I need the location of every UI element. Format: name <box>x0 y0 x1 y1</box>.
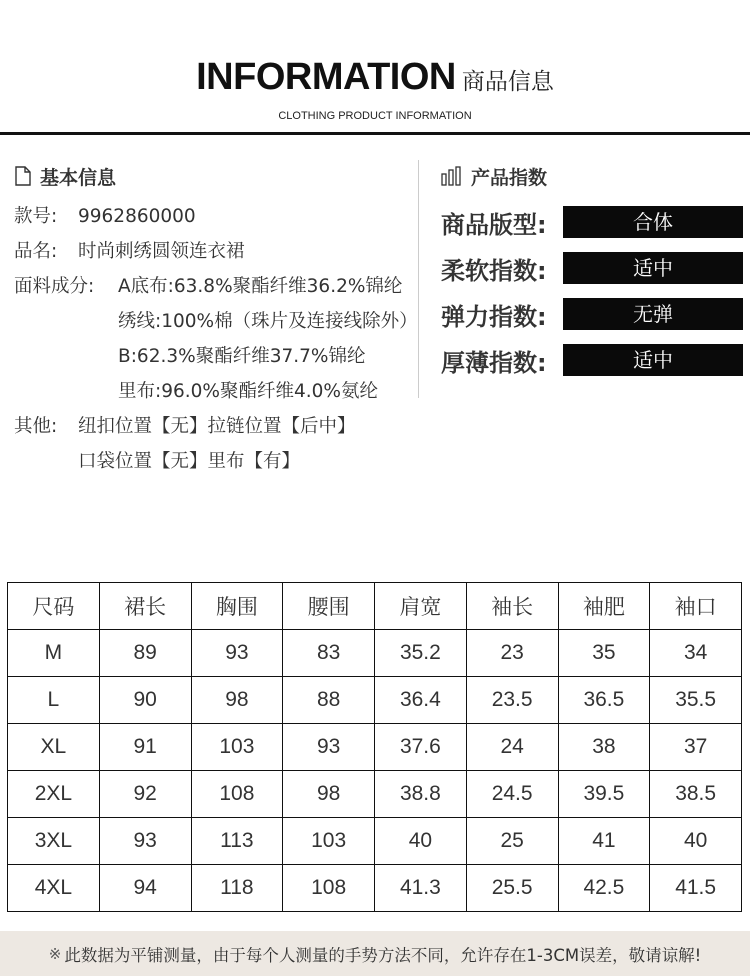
fabric-line: A底布:63.8%聚酯纤维36.2%锦纶 <box>118 276 403 297</box>
table-cell: 41.5 <box>650 865 742 912</box>
column-header: 尺码 <box>8 583 100 630</box>
basic-info-heading <box>14 160 414 192</box>
other-values <box>78 409 414 479</box>
product-name-row <box>14 234 414 269</box>
table-cell: 90 <box>99 677 191 724</box>
index-label: 柔软指数: <box>441 256 547 285</box>
table-cell: 23 <box>466 630 558 677</box>
index-row-softness <box>441 252 743 284</box>
table-cell: 34 <box>650 630 742 677</box>
table-cell: 2XL <box>8 771 100 818</box>
title-english: INFORMATION <box>196 56 456 98</box>
table-cell: 40 <box>650 818 742 865</box>
index-label: 厚薄指数: <box>441 348 547 377</box>
column-header: 胸围 <box>191 583 283 630</box>
table-cell: 36.5 <box>558 677 650 724</box>
table-cell: 91 <box>99 724 191 771</box>
table-cell: 103 <box>283 818 375 865</box>
table-row <box>8 771 742 818</box>
table-row <box>8 818 742 865</box>
index-row-fit <box>441 206 743 238</box>
asterisk-icon: ※ <box>48 944 62 963</box>
table-cell: 40 <box>375 818 467 865</box>
other-label: 其他: <box>14 416 58 437</box>
page-header <box>0 0 750 136</box>
column-header: 腰围 <box>283 583 375 630</box>
product-index-title: 产品指数 <box>471 166 548 189</box>
fabric-label: 面料成分: <box>14 276 95 297</box>
table-cell: 38.5 <box>650 771 742 818</box>
fabric-values <box>118 269 418 409</box>
fabric-line: 绣线:100%棉（珠片及连接线除外） <box>118 311 418 332</box>
column-header: 裙长 <box>99 583 191 630</box>
table-cell: 39.5 <box>558 771 650 818</box>
table-cell: 25 <box>466 818 558 865</box>
table-cell: 35 <box>558 630 650 677</box>
table-cell: 25.5 <box>466 865 558 912</box>
header-divider <box>0 132 750 135</box>
index-value: 适中 <box>563 252 743 284</box>
table-cell: 3XL <box>8 818 100 865</box>
product-index-heading <box>441 160 743 192</box>
column-header: 肩宽 <box>375 583 467 630</box>
table-cell: 108 <box>283 865 375 912</box>
table-row <box>8 677 742 724</box>
document-icon <box>14 166 32 186</box>
table-cell: M <box>8 630 100 677</box>
table-cell: 89 <box>99 630 191 677</box>
product-name-label: 品名: <box>14 241 58 262</box>
index-row-thickness <box>441 344 743 376</box>
index-value: 适中 <box>563 344 743 376</box>
table-cell: 94 <box>99 865 191 912</box>
other-line: 纽扣位置【无】拉链位置【后中】 <box>78 416 356 437</box>
other-line: 口袋位置【无】里布【有】 <box>78 451 301 472</box>
table-cell: 41.3 <box>375 865 467 912</box>
index-label: 商品版型: <box>441 210 547 239</box>
table-cell: L <box>8 677 100 724</box>
table-cell: 93 <box>99 818 191 865</box>
table-cell: 98 <box>283 771 375 818</box>
table-cell: 113 <box>191 818 283 865</box>
table-cell: 93 <box>191 630 283 677</box>
column-header: 袖口 <box>650 583 742 630</box>
size-chart-table <box>7 582 742 912</box>
product-code-value: 9962860000 <box>78 206 196 227</box>
bar-chart-icon <box>441 166 463 186</box>
table-cell: 92 <box>99 771 191 818</box>
fabric-line: 里布:96.0%聚酯纤维4.0%氨纶 <box>118 381 379 402</box>
column-header: 袖肥 <box>558 583 650 630</box>
table-cell: 37 <box>650 724 742 771</box>
table-cell: 118 <box>191 865 283 912</box>
table-cell: XL <box>8 724 100 771</box>
table-cell: 37.6 <box>375 724 467 771</box>
table-cell: 38 <box>558 724 650 771</box>
measurement-note-text: 此数据为平铺测量，由于每个人测量的手势方法不同，允许存在1-3CM误差，敬请谅解! <box>64 945 702 965</box>
table-cell: 23.5 <box>466 677 558 724</box>
table-header-row <box>8 583 742 630</box>
table-cell: 88 <box>283 677 375 724</box>
section-divider <box>418 160 419 398</box>
table-row <box>8 865 742 912</box>
product-name-value: 时尚刺绣圆领连衣裙 <box>78 241 245 262</box>
table-cell: 98 <box>191 677 283 724</box>
table-cell: 36.4 <box>375 677 467 724</box>
basic-info-title: 基本信息 <box>40 166 117 189</box>
index-label: 弹力指数: <box>441 302 547 331</box>
table-cell: 24.5 <box>466 771 558 818</box>
table-cell: 35.5 <box>650 677 742 724</box>
table-row <box>8 630 742 677</box>
index-value: 无弹 <box>563 298 743 330</box>
table-cell: 4XL <box>8 865 100 912</box>
table-cell: 41 <box>558 818 650 865</box>
table-cell: 93 <box>283 724 375 771</box>
measurement-note-bar <box>0 931 750 976</box>
table-cell: 42.5 <box>558 865 650 912</box>
table-cell: 83 <box>283 630 375 677</box>
product-index-section <box>441 160 743 376</box>
title-row <box>0 56 750 99</box>
title-chinese: 商品信息 <box>461 69 554 95</box>
index-value: 合体 <box>563 206 743 238</box>
subtitle: CLOTHING PRODUCT INFORMATION <box>278 110 472 122</box>
table-cell: 35.2 <box>375 630 467 677</box>
table-cell: 103 <box>191 724 283 771</box>
basic-info-section <box>14 160 418 479</box>
table-cell: 38.8 <box>375 771 467 818</box>
index-row-elasticity <box>441 298 743 330</box>
table-cell: 108 <box>191 771 283 818</box>
fabric-row <box>14 269 418 409</box>
fabric-line: B:62.3%聚酯纤维37.7%锦纶 <box>118 346 366 367</box>
column-header: 袖长 <box>466 583 558 630</box>
other-row <box>14 409 414 479</box>
table-row <box>8 724 742 771</box>
product-code-label: 款号: <box>14 206 58 227</box>
table-cell: 24 <box>466 724 558 771</box>
product-code-row <box>14 199 414 234</box>
